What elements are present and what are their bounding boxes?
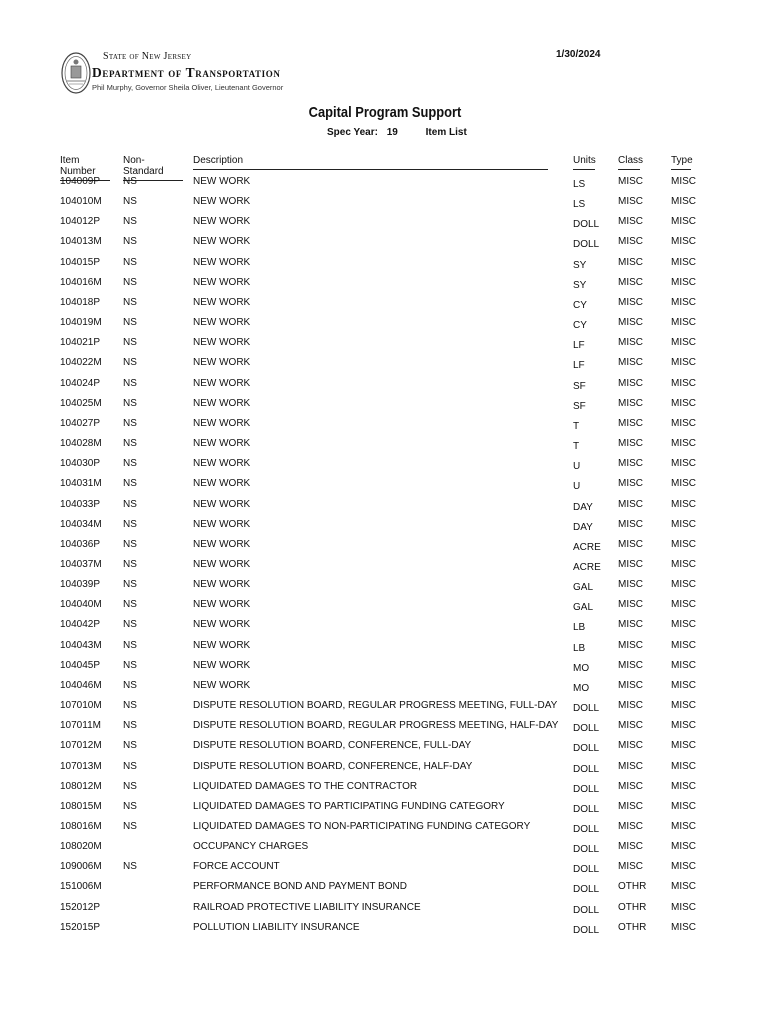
class-cell: MISC [618,216,643,228]
type-cell: MISC [671,720,696,732]
non-standard-cell: NS [123,478,137,490]
non-standard-cell: NS [123,397,137,409]
non-standard-cell: NS [123,357,137,369]
description-cell: DISPUTE RESOLUTION BOARD, REGULAR PROGRESS MEETING, FULL-DAY [193,700,558,712]
class-cell: MISC [618,599,643,611]
type-cell: MISC [671,377,696,389]
description-cell: NEW WORK [193,619,251,631]
table-row [0,398,770,418]
table-row [0,418,770,438]
type-cell: MISC [671,780,696,792]
units-cell: DOLL [573,239,600,251]
table-row [0,499,770,519]
table-row [0,216,770,236]
units-cell: T [573,441,580,453]
type-cell: MISC [671,196,696,208]
description-cell: NEW WORK [193,438,251,450]
class-cell: MISC [618,760,643,772]
units-cell: U [573,461,581,473]
description-cell: NEW WORK [193,558,251,570]
table-row [0,660,770,680]
units-cell: MO [573,682,590,694]
class-cell: OTHR [618,881,647,893]
units-cell: MO [573,662,590,674]
type-cell: MISC [671,821,696,832]
non-standard-cell: NS [123,639,137,651]
description-cell: PERFORMANCE BOND AND PAYMENT BOND [193,881,407,893]
class-cell: MISC [618,317,643,329]
class-cell: MISC [618,841,643,853]
item-number-cell: 108016M [60,821,102,832]
non-standard-cell: NS [123,438,137,450]
class-cell: MISC [618,438,643,450]
description-cell: LIQUIDATED DAMAGES TO PARTICIPATING FUNDING CATEGORY [193,800,505,812]
units-cell: SF [573,400,586,412]
units-cell: LF [573,340,585,352]
column-header-non-standard: Non-Standard [123,155,183,181]
description-cell: NEW WORK [193,639,251,651]
description-cell: NEW WORK [193,679,251,691]
non-standard-cell: NS [123,337,137,349]
type-cell: MISC [671,498,696,510]
description-cell: NEW WORK [193,216,251,228]
item-number-cell: 104019M [60,317,102,329]
non-standard-cell: NS [123,599,137,611]
table-row [0,861,770,881]
table-row [0,539,770,559]
table-row [0,257,770,277]
non-standard-cell: NS [123,498,137,510]
units-cell: DOLL [573,864,600,876]
non-standard-cell: NS [123,196,137,208]
non-standard-cell: NS [123,377,137,389]
item-number-cell: 107011M [60,720,101,732]
non-standard-cell: NS [123,518,137,530]
spec-year-label: Spec Year: [327,127,378,138]
type-cell: MISC [671,337,696,349]
table-row [0,619,770,639]
table-row [0,176,770,196]
type-cell: MISC [671,881,696,893]
item-number-cell: 104030P [60,458,101,470]
units-cell: CY [573,320,587,332]
table-row [0,740,770,760]
item-number-cell: 108015M [60,800,102,812]
description-cell: NEW WORK [193,256,251,268]
non-standard-cell: NS [123,740,137,752]
table-row [0,720,770,740]
type-cell: MISC [671,276,696,288]
class-cell: MISC [618,538,643,550]
item-number-cell: 104022M [60,357,102,369]
table-row [0,559,770,579]
table-row [0,579,770,599]
units-cell: LB [573,622,586,634]
item-number-cell: 107010M [60,700,102,712]
item-number-cell: 104039P [60,579,101,591]
non-standard-cell: NS [123,700,137,712]
item-number-cell: 104021P [60,337,101,349]
state-seal-icon [61,52,91,94]
class-cell: MISC [618,659,643,671]
item-number-cell: 104012P [60,216,101,228]
letterhead-officials: Phil Murphy, Governor Sheila Oliver, Lieutenant Governor [92,83,284,92]
item-number-cell: 104033P [60,498,101,510]
description-cell: NEW WORK [193,337,251,349]
item-number-cell: 108012M [60,780,102,792]
table-row [0,458,770,478]
description-cell: NEW WORK [193,377,251,389]
item-number-cell: 152012P [60,901,101,913]
class-cell: MISC [618,458,643,470]
type-cell: MISC [671,438,696,450]
table-row [0,680,770,700]
type-cell: MISC [671,397,696,409]
non-standard-cell: NS [123,800,137,812]
table-row [0,357,770,377]
units-cell: DOLL [573,723,600,735]
class-cell: MISC [618,236,643,248]
class-cell: MISC [618,579,643,591]
column-header-description: Description [193,155,548,170]
table-row [0,599,770,619]
table-row [0,881,770,901]
description-cell: NEW WORK [193,599,251,611]
type-cell: MISC [671,861,696,873]
type-cell: MISC [671,800,696,812]
non-standard-cell: NS [123,760,137,772]
description-cell: NEW WORK [193,176,251,187]
type-cell: MISC [671,256,696,268]
table-row [0,902,770,922]
type-cell: MISC [671,518,696,530]
class-cell: MISC [618,256,643,268]
class-cell: MISC [618,296,643,308]
description-cell: NEW WORK [193,659,251,671]
description-cell: RAILROAD PROTECTIVE LIABILITY INSURANCE [193,901,421,913]
table-row [0,841,770,861]
units-cell: DOLL [573,844,600,856]
non-standard-cell: NS [123,458,137,470]
class-cell: MISC [618,679,643,691]
column-header-class: Class [618,155,640,170]
description-cell: FORCE ACCOUNT [193,861,280,873]
item-number-cell: 104016M [60,276,102,288]
table-row [0,478,770,498]
non-standard-cell: NS [123,417,137,429]
item-number-cell: 104027P [60,417,101,429]
table-row [0,640,770,660]
type-cell: MISC [671,296,696,308]
non-standard-cell: NS [123,176,137,187]
type-cell: MISC [671,901,696,913]
class-cell: MISC [618,821,643,832]
units-cell: DOLL [573,743,600,755]
table-row [0,297,770,317]
type-cell: MISC [671,700,696,712]
units-cell: DOLL [573,924,600,936]
type-cell: MISC [671,841,696,853]
table-row [0,337,770,357]
type-cell: MISC [671,458,696,470]
spec-year-value: 19 [386,127,398,138]
type-cell: MISC [671,478,696,490]
non-standard-cell: NS [123,538,137,550]
type-cell: MISC [671,357,696,369]
table-row [0,922,770,942]
units-cell: SF [573,380,586,392]
item-number-cell: 104046M [60,679,102,691]
item-number-cell: 104025M [60,397,102,409]
type-cell: MISC [671,317,696,329]
table-row [0,277,770,297]
class-cell: MISC [618,176,643,187]
non-standard-cell: NS [123,317,137,329]
units-cell: SY [573,259,587,271]
column-header-item-number: Item Number [60,155,110,181]
units-cell: SY [573,279,587,291]
description-cell: OCCUPANCY CHARGES [193,841,309,853]
description-cell: DISPUTE RESOLUTION BOARD, REGULAR PROGRESS MEETING, HALF-DAY [193,720,559,732]
class-cell: MISC [618,276,643,288]
table-row [0,236,770,256]
description-cell: NEW WORK [193,397,251,409]
item-number-cell: 104042P [60,619,101,631]
type-cell: MISC [671,679,696,691]
description-cell: POLLUTION LIABILITY INSURANCE [193,921,360,933]
description-cell: DISPUTE RESOLUTION BOARD, CONFERENCE, FULL-DAY [193,740,472,752]
units-cell: DAY [573,501,593,513]
class-cell: MISC [618,619,643,631]
description-cell: NEW WORK [193,296,251,308]
class-cell: MISC [618,780,643,792]
item-number-cell: 104037M [60,558,102,570]
report-title: Capital Program Support [308,104,462,121]
description-cell: LIQUIDATED DAMAGES TO NON-PARTICIPATING FUNDING CATEGORY [193,821,531,832]
non-standard-cell: NS [123,236,137,248]
class-cell: MISC [618,397,643,409]
class-cell: MISC [618,196,643,208]
type-cell: MISC [671,740,696,752]
class-cell: MISC [618,417,643,429]
units-cell: LF [573,360,585,372]
type-cell: MISC [671,558,696,570]
class-cell: MISC [618,740,643,752]
units-cell: LS [573,199,586,211]
units-cell: DOLL [573,783,600,795]
table-row [0,438,770,458]
description-cell: NEW WORK [193,357,251,369]
item-number-cell: 104036P [60,538,101,550]
non-standard-cell: NS [123,861,137,873]
description-cell: NEW WORK [193,276,251,288]
units-cell: DAY [573,521,593,533]
units-cell: DOLL [573,884,600,896]
item-number-cell: 104045P [60,659,101,671]
type-cell: MISC [671,599,696,611]
units-cell: DOLL [573,824,600,835]
non-standard-cell: NS [123,679,137,691]
letterhead-state: State of New Jersey [103,51,192,62]
item-number-cell: 104043M [60,639,102,651]
description-cell: NEW WORK [193,236,251,248]
non-standard-cell: NS [123,256,137,268]
item-table [0,176,770,942]
description-cell: NEW WORK [193,417,251,429]
units-cell: GAL [573,602,594,614]
item-number-cell: 104009P [60,176,101,187]
item-number-cell: 104013M [60,236,102,248]
table-row [0,781,770,801]
letterhead-department: Department of Transportation [92,65,281,80]
non-standard-cell: NS [123,276,137,288]
table-row [0,801,770,821]
non-standard-cell: NS [123,296,137,308]
class-cell: MISC [618,861,643,873]
non-standard-cell: NS [123,821,137,832]
item-list-label: Item List [425,127,467,138]
column-header-units: Units [573,155,595,170]
non-standard-cell: NS [123,720,137,732]
type-cell: MISC [671,176,696,187]
type-cell: MISC [671,639,696,651]
class-cell: MISC [618,518,643,530]
units-cell: DOLL [573,703,600,715]
units-cell: DOLL [573,904,600,916]
type-cell: MISC [671,417,696,429]
non-standard-cell: NS [123,619,137,631]
item-number-cell: 104028M [60,438,102,450]
item-number-cell: 109006M [60,861,102,873]
type-cell: MISC [671,579,696,591]
table-row [0,519,770,539]
units-cell: ACRE [573,541,601,553]
spec-year-line [327,127,467,138]
class-cell: MISC [618,337,643,349]
type-cell: MISC [671,538,696,550]
type-cell: MISC [671,236,696,248]
type-cell: MISC [671,659,696,671]
type-cell: MISC [671,216,696,228]
item-number-cell: 107012M [60,740,102,752]
units-cell: DOLL [573,219,600,231]
description-cell: NEW WORK [193,579,251,591]
class-cell: MISC [618,800,643,812]
units-cell: U [573,481,581,493]
class-cell: MISC [618,377,643,389]
class-cell: MISC [618,700,643,712]
item-number-cell: 104015P [60,256,101,268]
non-standard-cell: NS [123,558,137,570]
description-cell: NEW WORK [193,538,251,550]
item-number-cell: 104024P [60,377,101,389]
item-number-cell: 107013M [60,760,102,772]
units-cell: CY [573,299,587,311]
item-number-cell: 104034M [60,518,102,530]
class-cell: MISC [618,357,643,369]
units-cell: LB [573,642,586,654]
class-cell: MISC [618,478,643,490]
table-row [0,378,770,398]
report-date: 1/30/2024 [556,49,601,60]
non-standard-cell: NS [123,216,137,228]
item-number-cell: 104010M [60,196,102,208]
description-cell: NEW WORK [193,498,251,510]
type-cell: MISC [671,760,696,772]
description-cell: LIQUIDATED DAMAGES TO THE CONTRACTOR [193,780,418,792]
item-number-cell: 108020M [60,841,102,853]
non-standard-cell: NS [123,780,137,792]
type-cell: MISC [671,921,696,933]
units-cell: DOLL [573,803,600,815]
non-standard-cell: NS [123,579,137,591]
description-cell: DISPUTE RESOLUTION BOARD, CONFERENCE, HALF-DAY [193,760,473,772]
class-cell: MISC [618,639,643,651]
type-cell: MISC [671,619,696,631]
table-row [0,196,770,216]
units-cell: LS [573,179,586,190]
class-cell: MISC [618,498,643,510]
item-number-cell: 104031M [60,478,102,490]
description-cell: NEW WORK [193,518,251,530]
table-row [0,761,770,781]
units-cell: GAL [573,582,594,594]
class-cell: OTHR [618,921,647,933]
column-header-type: Type [671,155,691,170]
description-cell: NEW WORK [193,458,251,470]
table-row [0,317,770,337]
item-number-cell: 104018P [60,296,101,308]
class-cell: OTHR [618,901,647,913]
item-number-cell: 152015P [60,921,101,933]
units-cell: DOLL [573,763,600,775]
item-number-cell: 151006M [60,881,102,893]
units-cell: ACRE [573,561,601,573]
item-number-cell: 104040M [60,599,102,611]
description-cell: NEW WORK [193,478,251,490]
description-cell: NEW WORK [193,317,251,329]
non-standard-cell: NS [123,659,137,671]
class-cell: MISC [618,558,643,570]
description-cell: NEW WORK [193,196,251,208]
table-row [0,821,770,841]
table-row [0,700,770,720]
class-cell: MISC [618,720,643,732]
units-cell: T [573,420,580,432]
